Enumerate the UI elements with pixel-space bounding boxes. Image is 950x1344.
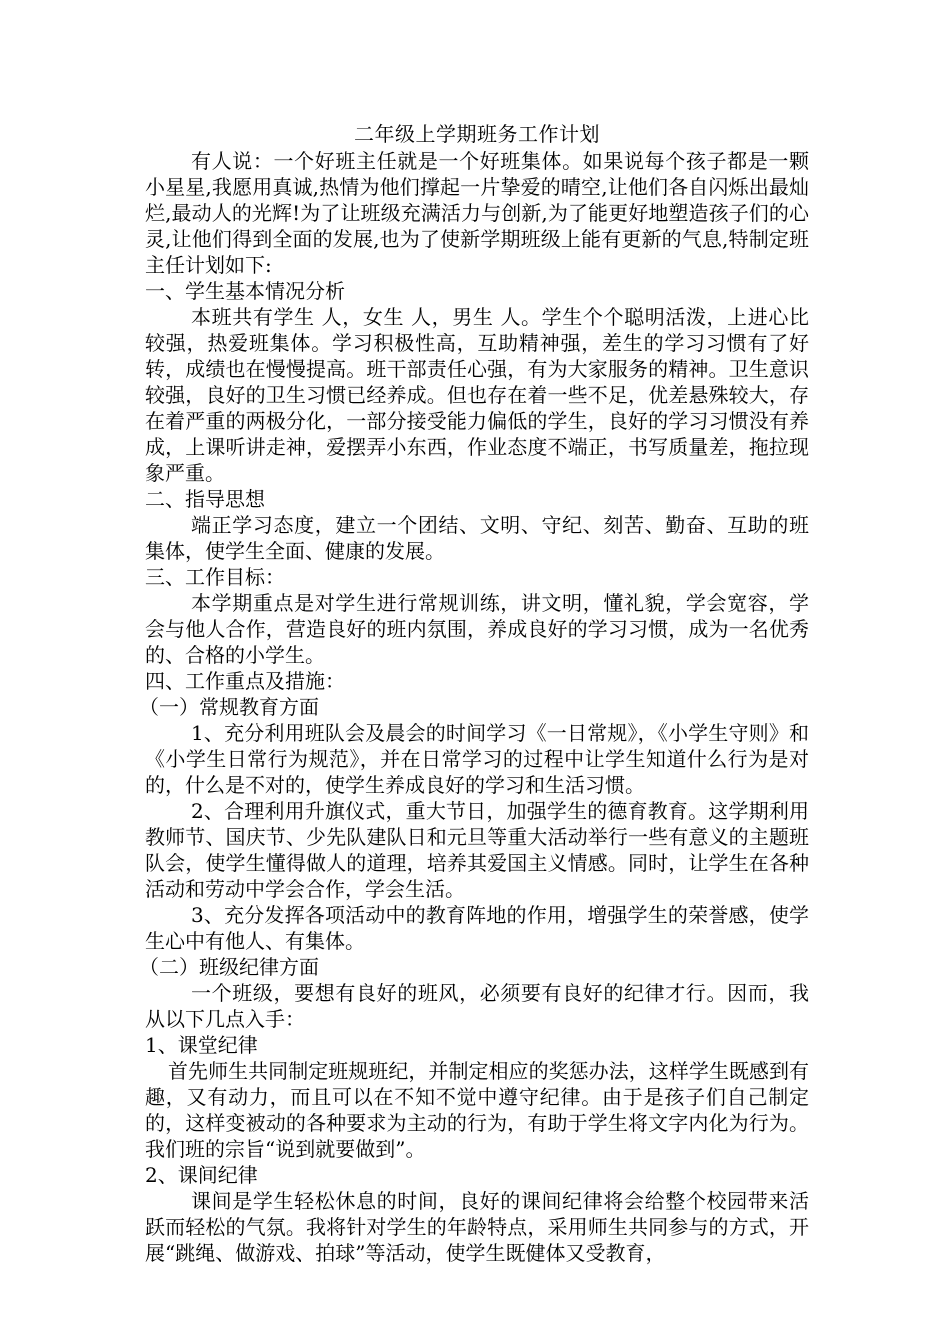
- section1-paragraph: 本班共有学生 人，女生 人，男生 人。学生个个聪明活泼，上进心比较强，热爱班集体。学习积极性高，互助精神强，差生的学习习惯有了好转，成绩也在慢慢提高。班干部责任心强，有为大家服务的精神。卫生意识较强，良好的卫生习惯已经养成。但也存在着一些不足，优差悬殊较大，存在着严重的两极分化，一部分接受能力偏低的学生，良好的学习习惯没有养成，上课听讲走神，爱摆弄小东西，作业态度不端正，书写质量差，拖拉现象严重。: [145, 305, 809, 485]
- point1-paragraph: 首先师生共同制定班规班纪，并制定相应的奖惩办法，这样学生既感到有趣，又有动力，而且可以在不知不觉中遵守纪律。由于是孩子们自己制定的，这样变被动的各种要求为主动的行为，有助于学生将文字内化为行为。我们班的宗旨“说到就要做到”。: [145, 1059, 809, 1161]
- section3-paragraph: 本学期重点是对学生进行常规训练，讲文明，懂礼貌，学会宽容，学会与他人合作，营造良好的班内氛围，养成良好的学习习惯，成为一名优秀的、合格的小学生。: [145, 591, 809, 667]
- subsection1-item-1: 1、充分利用班队会及晨会的时间学习《一日常规》，《小学生守则》和《小学生日常行为规范》，并在日常学习的过程中让学生知道什么行为是对的，什么是不对的，使学生养成良好的学习和生活习惯。: [145, 721, 809, 797]
- subsection2-heading: （二）班级纪律方面: [139, 955, 319, 979]
- point1-heading: 1、课堂纪律: [145, 1033, 258, 1057]
- subsection1-item-3: 3、充分发挥各项活动中的教育阵地的作用，增强学生的荣誉感，使学生心中有他人、有集体。: [145, 903, 809, 953]
- subsection2-intro: 一个班级，要想有良好的班风，必须要有良好的纪律才行。因而，我从以下几点入手：: [145, 981, 809, 1031]
- section3-heading: 三、工作目标：: [145, 565, 285, 589]
- subsection1-item-2: 2、合理利用升旗仪式，重大节日，加强学生的德育教育。这学期利用教师节、国庆节、少先队建队日和元旦等重大活动举行一些有意义的主题班队会，使学生懂得做人的道理，培养其爱国主义情感。同时，让学生在各种活动和劳动中学会合作，学会生活。: [145, 799, 809, 901]
- section1-heading: 一、学生基本情况分析: [145, 279, 345, 303]
- subsection1-heading: （一）常规教育方面: [139, 695, 319, 719]
- intro-paragraph: 有人说：一个好班主任就是一个好班集体。如果说每个孩子都是一颗小星星,我愿用真诚,热情为他们撑起一片挚爱的晴空,让他们各自闪烁出最灿烂,最动人的光辉!为了让班级充满活力与创新,为了能更好地塑造孩子们的心灵,让他们得到全面的发展,也为了使新学期班级上能有更新的气息,特制定班主任计划如下:: [145, 149, 809, 277]
- section2-paragraph: 端正学习态度，建立一个团结、文明、守纪、刻苦、勤奋、互助的班集体，使学生全面、健康的发展。: [145, 513, 809, 563]
- point2-paragraph: 课间是学生轻松休息的时间，良好的课间纪律将会给整个校园带来活跃而轻松的气氛。我将针对学生的年龄特点，采用师生共同参与的方式，开展“跳绳、做游戏、拍球”等活动，使学生既健体又受教育，: [145, 1189, 809, 1265]
- point2-heading: 2、课间纪律: [145, 1163, 258, 1187]
- section2-heading: 二、指导思想: [145, 487, 265, 511]
- section4-heading: 四、工作重点及措施：: [145, 669, 345, 693]
- document-page: [139, 120, 809, 1266]
- document-title: 二年级上学期班务工作计划: [354, 122, 600, 146]
